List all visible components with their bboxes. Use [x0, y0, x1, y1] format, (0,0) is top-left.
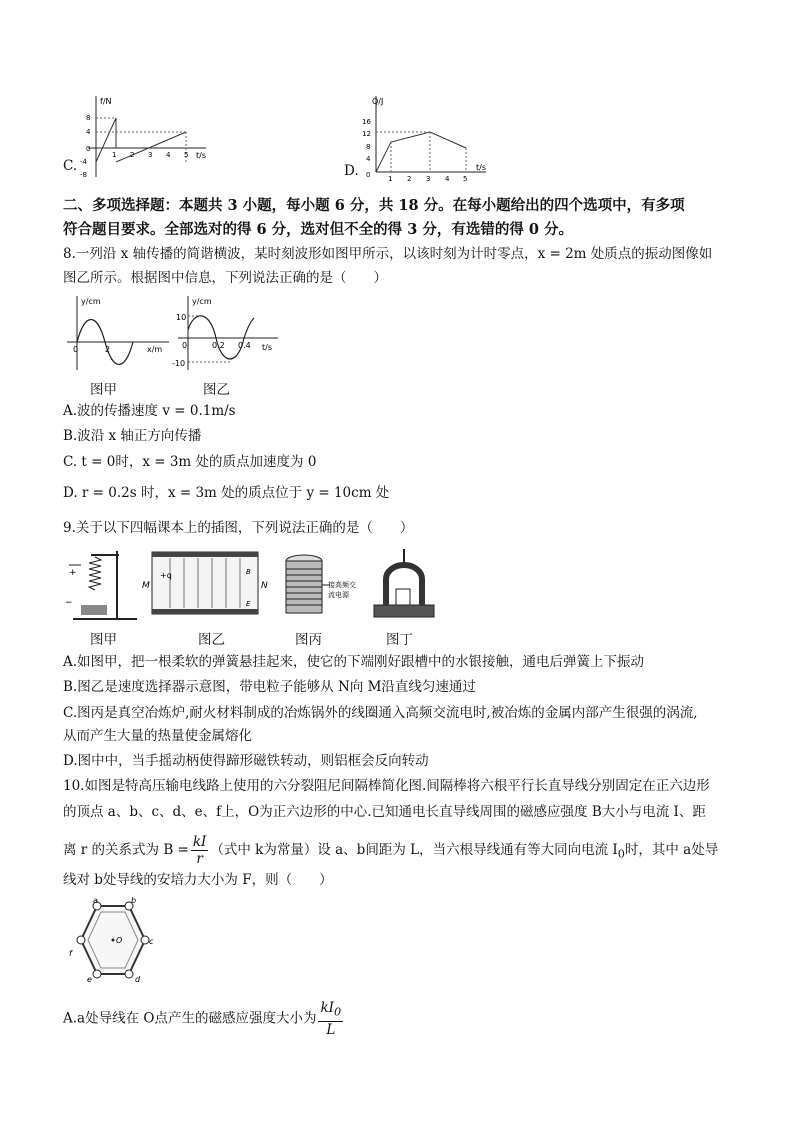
svg-text:+: +	[69, 568, 77, 578]
svg-text:3: 3	[148, 151, 153, 159]
q10-option-a-fraction: $\frac{kI_0}{L}$	[320, 1000, 342, 1038]
section2-heading-line2: 符合题目要求。全部选对的得 6 分，选对但不全的得 3 分，有选错的得 0 分。	[63, 221, 574, 238]
q9-option-c-line1: C.图丙是真空冶炼炉,耐火材料制成的冶炼锅外的线圈通入高频交流电时,被冶炼的金属内部产生很强的涡流,	[63, 705, 698, 721]
svg-text:t/s: t/s	[262, 343, 272, 352]
q10-stem-line4: 线对 b处导线的安培力大小为 F，则（ ）	[63, 872, 333, 888]
q9-caption-yi: 图乙	[198, 632, 225, 648]
q9-figure-ding	[368, 545, 448, 623]
svg-text:4: 4	[445, 175, 450, 182]
svg-text:c: c	[149, 937, 154, 946]
q8-option-a: A.波的传播速度 v = 0.1m/s	[63, 403, 236, 419]
svg-text:0: 0	[366, 171, 371, 179]
q9-option-b: B.图乙是速度选择器示意图，带电粒子能够从 N向 M沿直线匀速通过	[63, 679, 476, 695]
svg-text:−: −	[65, 598, 73, 608]
svg-text:2: 2	[407, 175, 412, 182]
svg-text:5: 5	[184, 151, 189, 159]
svg-text:2: 2	[105, 345, 111, 354]
q10-option-a: A.a处导线在 O点产生的磁感应强度大小为 $\frac{kI_0}{L}$	[63, 1000, 342, 1038]
svg-text:1: 1	[112, 151, 117, 159]
q9-figure-yi	[140, 548, 270, 620]
q9-caption-ding: 图丁	[386, 632, 413, 648]
svg-text:12: 12	[362, 130, 371, 138]
option-c-label: C.	[63, 158, 78, 174]
svg-text:0: 0	[182, 341, 188, 350]
q8-caption-yi: 图乙	[203, 382, 230, 398]
q10-stem-line1: 10.如图是特高压输电线路上使用的六分裂阻尼间隔棒简化图.间隔棒将六根平行长直导线分别固定在正六边形	[63, 778, 710, 794]
q10-formula-fraction: $\frac{kI}{r}$	[192, 834, 207, 867]
q9-figure-jia	[63, 545, 143, 625]
option-d-label: D.	[344, 163, 359, 179]
svg-text:2: 2	[130, 151, 135, 159]
svg-text:N: N	[261, 581, 268, 591]
svg-text:0.4: 0.4	[238, 341, 251, 350]
svg-text:-4: -4	[80, 158, 87, 166]
q9-caption-jia: 图甲	[90, 632, 117, 648]
svg-text:M: M	[142, 581, 150, 591]
q8-option-c: C. t = 0时，x = 3m 处的质点加速度为 0	[63, 454, 317, 470]
svg-text:接高频交: 接高频交	[328, 581, 356, 589]
q8-figure-jia	[63, 292, 173, 372]
q9-stem: 9.关于以下四幅课本上的插图，下列说法正确的是（ ）	[63, 520, 414, 536]
svg-text:O: O	[116, 936, 123, 945]
svg-text:1: 1	[388, 175, 393, 182]
svg-text:8: 8	[366, 143, 371, 151]
q8-option-d: D. r = 0.2s 时，x = 3m 处的质点位于 y = 10cm 处	[63, 485, 390, 501]
q8-option-b: B.波沿 x 轴正方向传播	[63, 428, 202, 444]
svg-text:E: E	[246, 600, 251, 608]
svg-text:d: d	[135, 975, 141, 984]
q8-stem-line2: 图乙所示。根据图中信息，下列说法正确的是（ ）	[63, 270, 387, 286]
graph-d-xlabel: t/s	[476, 163, 486, 172]
svg-text:4: 4	[86, 128, 91, 136]
graph-d	[358, 92, 498, 182]
svg-text:B: B	[246, 568, 251, 576]
svg-text:0.2: 0.2	[212, 341, 225, 350]
section2-heading-line1: 二、多项选择题：本题共 3 小题，每小题 6 分，共 18 分。在每小题给出的四个选项中，有多项	[63, 197, 685, 214]
svg-text:4: 4	[166, 151, 171, 159]
graph-c	[78, 92, 218, 182]
svg-text:-8: -8	[80, 171, 87, 179]
svg-text:16: 16	[362, 118, 371, 126]
svg-text:3: 3	[426, 175, 431, 182]
q8-caption-jia: 图甲	[90, 382, 117, 398]
q9-option-c-line2: 从而产生大量的热量使金属熔化	[63, 728, 252, 744]
q9-caption-bing: 图丙	[295, 632, 322, 648]
svg-text:y/cm: y/cm	[192, 297, 212, 306]
svg-text:0: 0	[73, 345, 79, 354]
q10-stem-line2: 的顶点 a、b、c、d、e、f上，O为正六边形的中心.已知通电长直导线周围的磁感应强度 B大小与电流 I、距	[63, 804, 706, 820]
svg-text:4: 4	[366, 155, 371, 163]
svg-text:5: 5	[463, 175, 468, 182]
svg-text:a: a	[93, 896, 98, 905]
q9-option-d: D.图中中，当手摇动柄使得蹄形磁铁转动，则铝框会反向转动	[63, 753, 429, 769]
q9-option-a: A.如图甲，把一根柔软的弹簧悬挂起来，使它的下端刚好跟槽中的水银接触，通电后弹簧上下振动	[63, 654, 645, 670]
svg-text:10: 10	[176, 313, 187, 322]
q8-figure-yi	[172, 292, 282, 372]
svg-text:y/cm: y/cm	[81, 297, 101, 306]
svg-text:0: 0	[86, 145, 91, 153]
svg-text:流电源: 流电源	[328, 591, 349, 599]
q10-stem-line3: 离 r 的关系式为 B = $\frac{kI}{r}$ （式中 k为常量）设 a、b间距为 L，当六根导线通有等大同向电流 $I_0$时，其中 a处导	[63, 834, 719, 867]
svg-text:-10: -10	[172, 359, 186, 368]
graph-c-ylabel: f/N	[100, 97, 112, 106]
svg-text:f: f	[69, 949, 72, 958]
q9-figure-bing	[276, 545, 366, 623]
svg-text:x/m: x/m	[147, 345, 163, 354]
graph-d-ylabel: Q/J	[372, 97, 384, 106]
q10-hexagon-figure	[63, 896, 163, 984]
q8-stem-line1: 8.一列沿 x 轴传播的简谐横波，某时刻波形如图甲所示，以该时刻为计时零点，x = 2m 处质点的振动图像如	[63, 246, 713, 262]
svg-text:b: b	[131, 896, 137, 905]
graph-c-xlabel: t/s	[196, 151, 206, 160]
svg-text:+q: +q	[160, 571, 172, 580]
svg-text:e: e	[87, 975, 92, 984]
svg-text:8: 8	[86, 114, 91, 122]
